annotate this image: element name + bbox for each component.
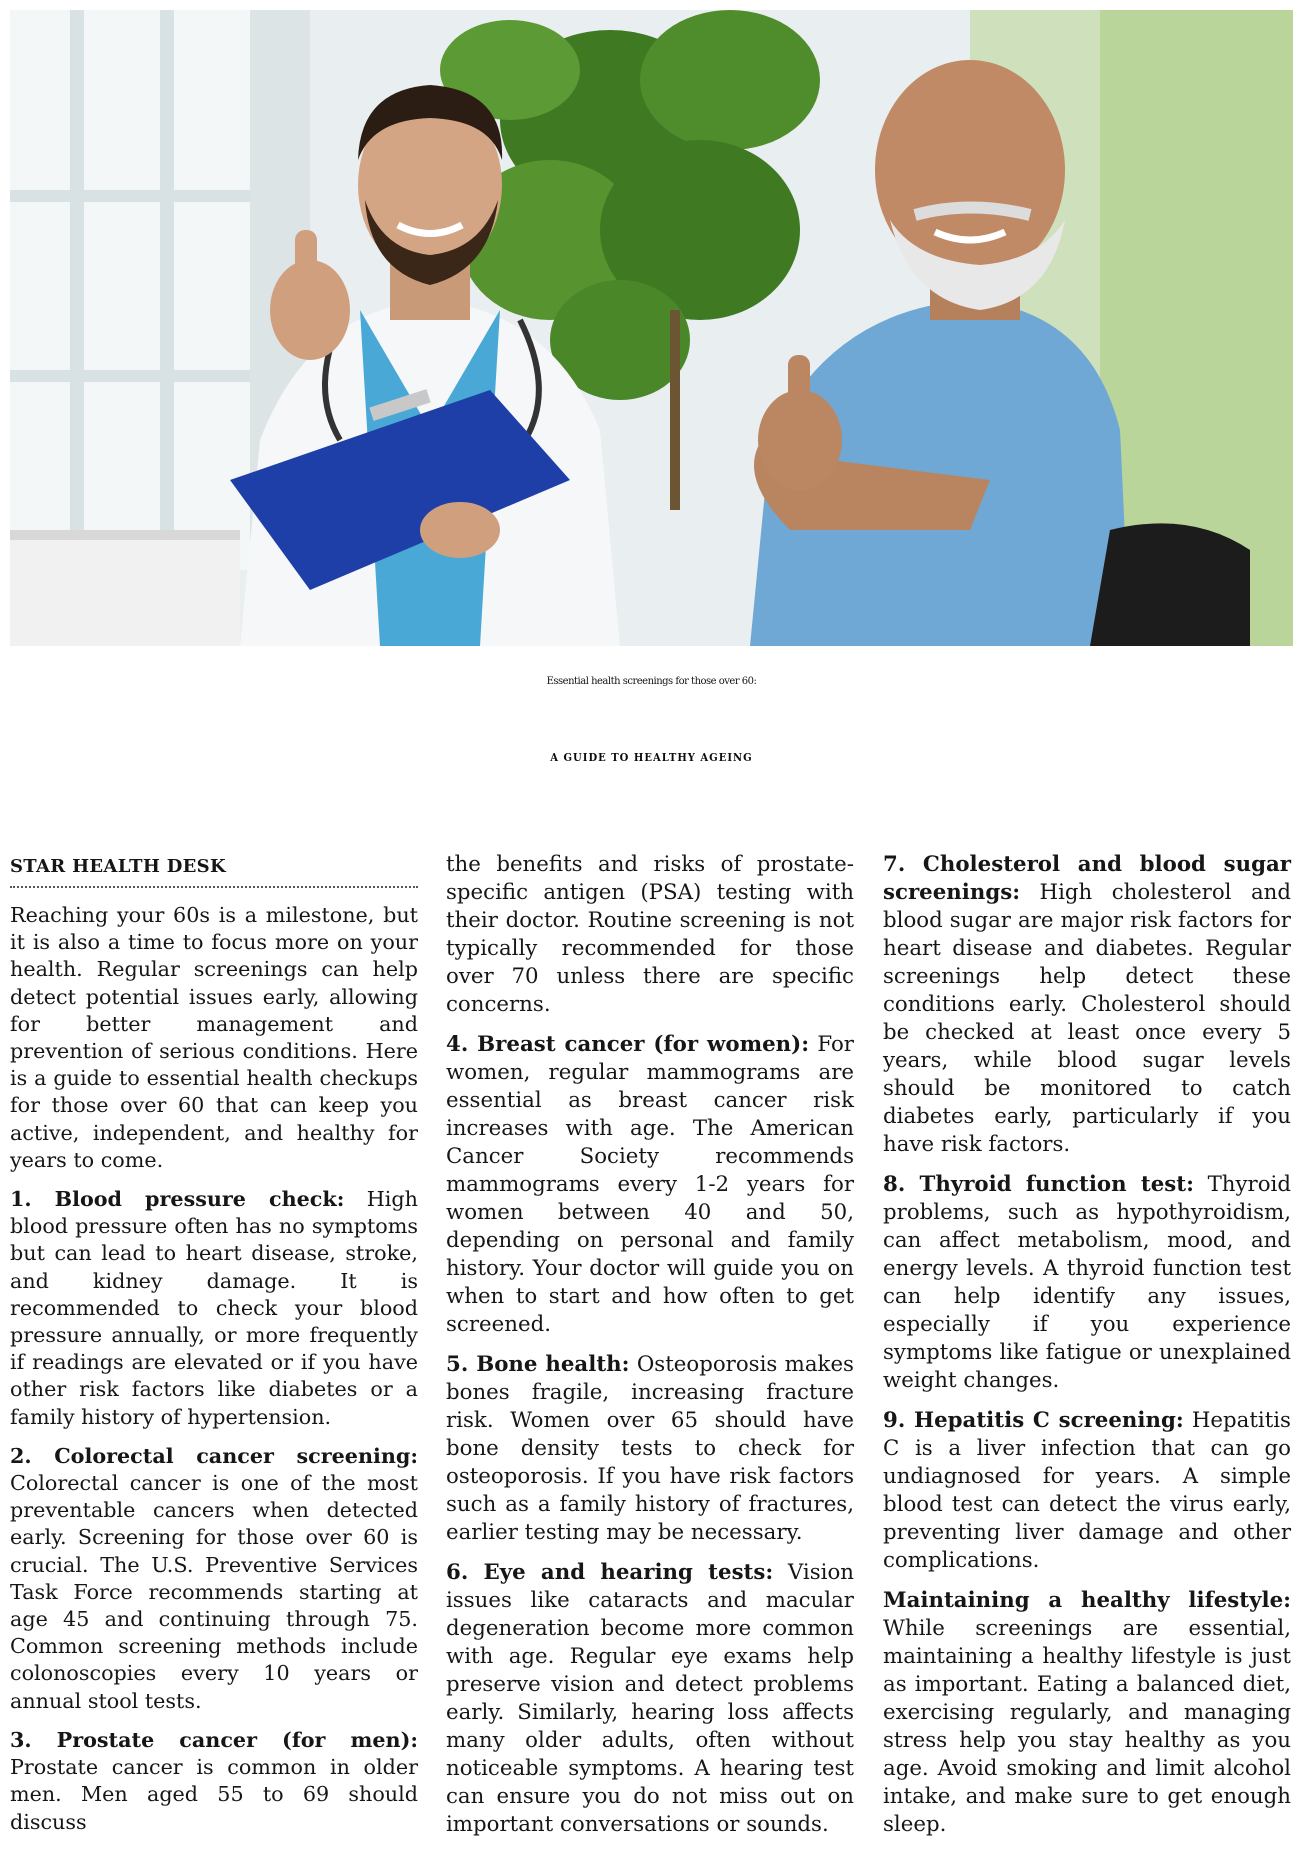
section-body: Thyroid problems, such as hypothyroidism, can affect metabolism, mood, and energy levels. A thyroid function test can help identify any issues, especially if you experience symptoms like fatigue or unexplained weight changes. (883, 1172, 1291, 1393)
section-8 (883, 1171, 1291, 1395)
intro-paragraph: Reaching your 60s is a milestone, but it is also a time to focus more on your health. Regular screenings can help detect potential issues early, allowing for better management and prevention of serious conditions. Here is a guide to essential health checkups for those over 60 that can keep you active, independent, and healthy for years to come. (10, 903, 418, 1172)
article-column-3 (883, 851, 1291, 1839)
article-column-1 (10, 856, 418, 1836)
section-title: Maintaining a healthy lifestyle: (883, 1588, 1291, 1613)
section-1 (10, 1186, 418, 1431)
section-title: 2. Colorectal cancer screening: (10, 1443, 418, 1468)
subheadline: A GUIDE TO HEALTHY AGEING (550, 752, 753, 765)
section-body: For women, regular mammograms are essential as breast cancer risk increases with age. The American Cancer Society recommends mammograms every 1-2 years for women between 40 and 50, depending on personal and family history. Your doctor will guide you on when to start and how often to get screened. (446, 1032, 854, 1337)
section-5 (446, 1351, 854, 1547)
section-body: High blood pressure often has no symptoms but can lead to heart disease, stroke, and kidney damage. It is recommended to check your blood pressure annually, or more frequently if readings are elevated or if you have other risk factors like diabetes or a family history of hypertension. (10, 1187, 418, 1429)
section-6 (446, 1559, 854, 1839)
section-body: Hepatitis C is a liver infection that can go undiagnosed for years. A simple blood test can detect the virus early, preventing liver damage and other complications. (883, 1408, 1291, 1573)
section-3 (10, 1727, 418, 1836)
section-title: 9. Hepatitis C screening: (883, 1408, 1184, 1433)
section-body: High cholesterol and blood sugar are major risk factors for heart disease and diabetes. Regular screenings help detect these conditions early. Cholesterol should be checked at least once every 5 years, while blood sugar levels should be monitored to catch diabetes early, particularly if you have risk factors. (883, 880, 1291, 1157)
headline: Essential health screenings for those over 60: (546, 676, 757, 687)
section-title: 3. Prostate cancer (for men): (10, 1727, 418, 1752)
section-2 (10, 1443, 418, 1715)
byline: STAR HEALTH DESK (10, 856, 418, 888)
section-body: Colorectal cancer is one of the most preventable cancers when detected early. Screening for those over 60 is crucial. The U.S. Preventive Services Task Force recommends starting at age 45 and continuing through 75. Common screening methods include colonoscopies every 10 years or annual stool tests. (10, 1471, 418, 1713)
section-7 (883, 851, 1291, 1159)
section-4 (446, 1031, 854, 1339)
section-title: 6. Eye and hearing tests: (446, 1560, 774, 1585)
section-body: Vision issues like cataracts and macular degeneration become more common with age. Regular eye exams help preserve vision and detect problems early. Similarly, hearing loss affects many older adults, often without noticeable symptoms. A hearing test can ensure you do not miss out on important conversations or sounds. (446, 1560, 854, 1837)
section-title: 4. Breast cancer (for women): (446, 1032, 810, 1057)
section-3-continued: the benefits and risks of prostate-specific antigen (PSA) testing with their doctor. Routine screening is not typically recommended for those over 70 unless there are specific concerns. (446, 852, 854, 1017)
section-title: 8. Thyroid function test: (883, 1172, 1194, 1197)
section-body: Prostate cancer is common in older men. Men aged 55 to 69 should discuss (10, 1755, 418, 1834)
section-body: Osteoporosis makes bones fragile, increasing fracture risk. Women over 65 should have bone density tests to check for osteoporosis. If you have risk factors such as a family history of fractures, earlier testing may be necessary. (446, 1352, 854, 1545)
section-title: 5. Bone health: (446, 1352, 630, 1377)
section-title: 1. Blood pressure check: (10, 1187, 345, 1212)
section-9 (883, 1407, 1291, 1575)
section-body: While screenings are essential, maintaining a healthy lifestyle is just as important. Eating a balanced diet, exercising regularly, and managing stress help you stay healthy as you age. Avoid smoking and limit alcohol intake, and make sure to get enough sleep. (883, 1616, 1291, 1837)
section-lifestyle (883, 1587, 1291, 1839)
article-column-2 (446, 851, 854, 1839)
doctor-patient-illustration (10, 10, 1293, 646)
hero-photo (10, 10, 1293, 646)
section-title: 7. Cholesterol and blood sugar screenings: (883, 852, 1291, 905)
